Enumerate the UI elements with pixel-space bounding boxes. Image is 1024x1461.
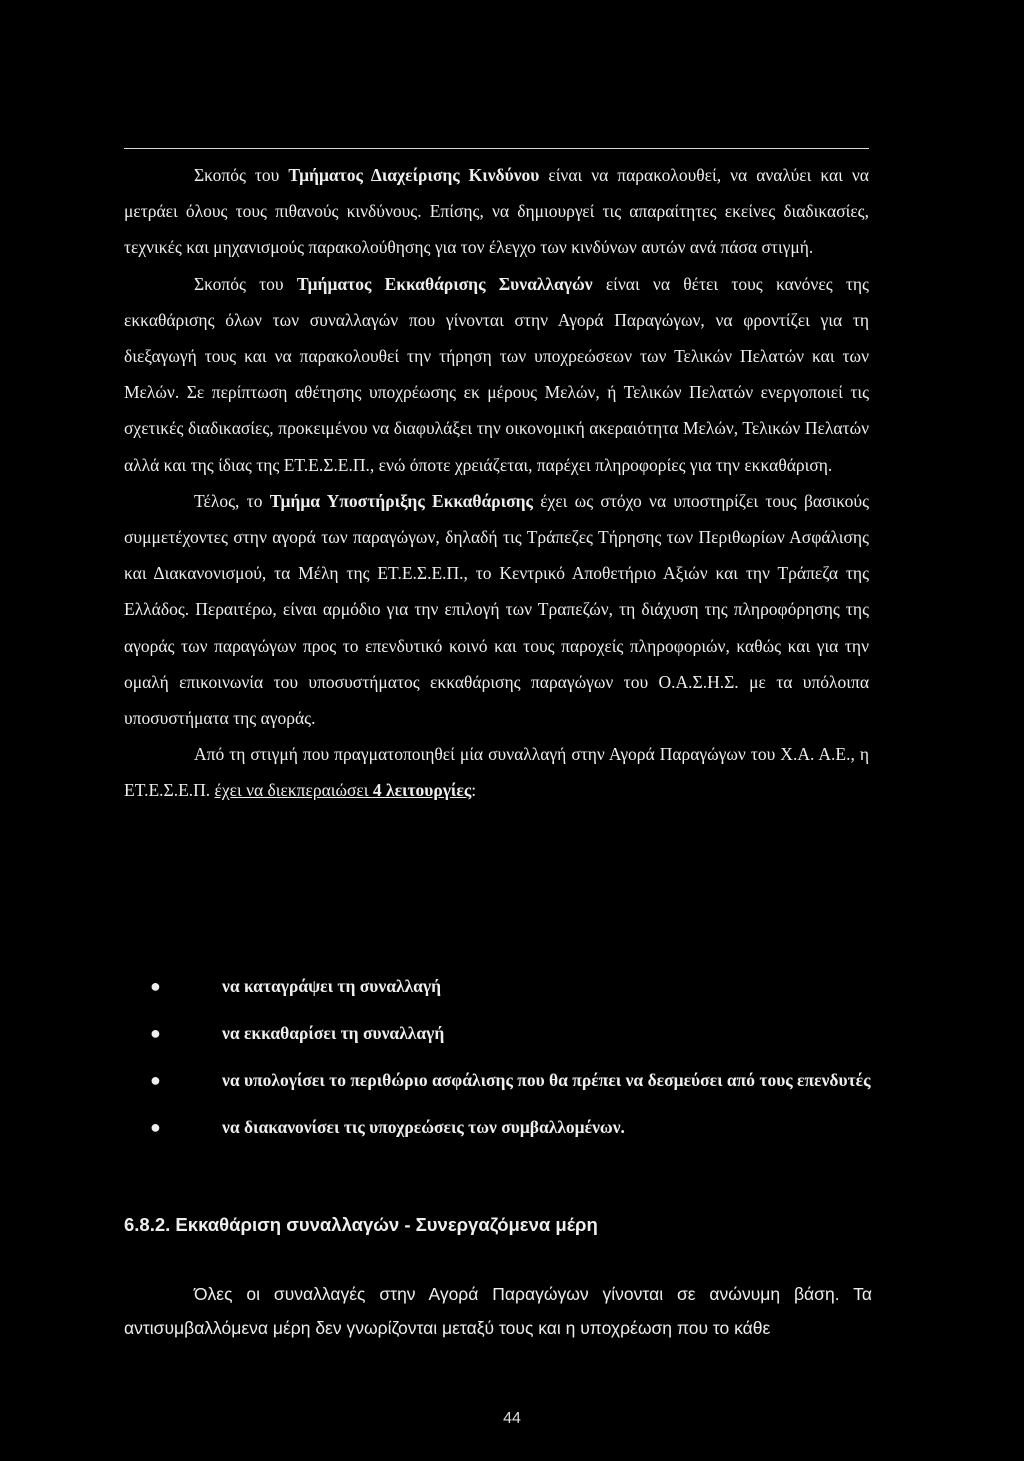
p2-text-start: Σκοπός του xyxy=(194,273,297,294)
p4-underlined-text: έχει να διεκπεραιώσει xyxy=(214,780,373,801)
list-item-text: να διακανονίσει τις υποχρεώσεις των συμβαλλομένων. xyxy=(222,1117,625,1137)
p4-text-start: Από τη στιγμή που πραγματοποιηθεί μία συναλλαγή στην Αγορά Παραγώγων του Χ.Α. Α.Ε., η ΕΤ.Ε.Σ.Ε.Π. xyxy=(124,744,869,801)
list-item xyxy=(150,1062,875,1099)
list-item xyxy=(150,968,875,1005)
list-item-text: να εκκαθαρίσει τη συναλλαγή xyxy=(222,1023,445,1043)
list-item xyxy=(150,1015,875,1052)
paragraph-clearing-support xyxy=(124,483,869,736)
list-item xyxy=(150,1109,875,1146)
top-rule xyxy=(124,148,869,149)
section-body xyxy=(124,1277,872,1345)
p2-text-end: είναι να θέτει τους κανόνες της εκκαθάρισης όλων των συναλλαγών που γίνονται στην Αγορά Παραγώγων, να φροντίζει για τη διεξαγωγή τους και να παρακολουθεί την τήρηση των υποχρεώσεων των Τελικών Πελατών και των Μελών. Σε περίπτωση αθέτησης υποχρέωσης εκ μέρους Μελών, ή Τελικών Πελατών ενεργοποιεί τις σχετικές διαδικασίες, προκειμένου να διαφυλάξει την οικονομική ακεραιότητα Μελών, Τελικών Πελατών αλλά και της ίδιας της ΕΤ.Ε.Σ.Ε.Π., ενώ όποτε χρειάζεται, παρέχει πληροφορίες για την εκκαθάριση. xyxy=(124,273,869,475)
p1-bold-term: Τμήματος Διαχείρισης Κινδύνου xyxy=(288,165,540,185)
bullet-icon: ● xyxy=(150,976,161,996)
p4-text-end: : xyxy=(471,780,477,801)
p3-bold-term: Τμήμα Υποστήριξης Εκκαθάρισης xyxy=(269,490,533,511)
section-paragraph: Όλες οι συναλλαγές στην Αγορά Παραγώγων γίνονται σε ανώνυμη βάση. Τα αντισυμβαλλόμενα μέρη δεν γνωρίζονται μεταξύ τους και η υποχρέωση που το κάθε xyxy=(124,1284,872,1338)
p2-bold-term: Τμήματος Εκκαθάρισης Συναλλαγών xyxy=(296,273,593,294)
list-item-text: να υπολογίσει το περιθώριο ασφάλισης που θα πρέπει να δεσμεύσει από τους επενδυτές xyxy=(222,1070,871,1090)
p4-underlined-bold: 4 λειτουργίες xyxy=(372,780,472,801)
bullet-icon: ● xyxy=(150,1023,161,1043)
paragraph-four-functions xyxy=(124,736,869,808)
page-number: 44 xyxy=(503,1410,521,1427)
p1-text-end: είναι να παρακολουθεί, να αναλύει και να μετράει όλους τους πιθανούς κινδύνους. Επίσης, να δημιουργεί τις απαραίτητες εκείνες διαδικασίες, τεχνικές και μηχανισμούς παρακολούθησης για τον έλεγχο των κινδύνων αυτών ανά πάσα στιγμή. xyxy=(124,165,869,258)
functions-list xyxy=(150,968,875,1156)
paragraph-risk-management xyxy=(124,157,869,266)
paragraph-clearing-department xyxy=(124,266,869,483)
p3-text-start: Τέλος, το xyxy=(194,490,270,511)
p3-text-end: έχει ως στόχο να υποστηρίζει τους βασικούς συμμετέχοντες στην αγορά των παραγώγων, δηλαδή τις Τράπεζες Τήρησης των Περιθωρίων Ασφάλισης και Διακανονισμού, τα Μέλη της ΕΤ.Ε.Σ.Ε.Π., το Κεντρικό Αποθετήριο Αξιών και την Τράπεζα της Ελλάδος. Περαιτέρω, είναι αρμόδιο για την επιλογή των Τραπεζών, τη διάχυση της πληροφόρησης της αγοράς των παραγώγων προς το επενδυτικό κοινό και τους παροχείς πληροφοριών, καθώς και για την ομαλή επικοινωνία του υποσυστήματος εκκαθάρισης παραγώγων του Ο.Α.Σ.Η.Σ. με τα υπόλοιπα υποσυστήματα της αγοράς. xyxy=(124,490,869,729)
section-heading: 6.8.2. Εκκαθάριση συναλλαγών - Συνεργαζόμενα μέρη xyxy=(124,1214,598,1235)
list-item-text: να καταγράψει τη συναλλαγή xyxy=(222,976,442,996)
main-text xyxy=(124,157,869,809)
bullet-icon: ● xyxy=(150,1117,161,1137)
bullet-icon: ● xyxy=(150,1070,161,1090)
p1-text-start: Σκοπός του xyxy=(194,165,289,185)
